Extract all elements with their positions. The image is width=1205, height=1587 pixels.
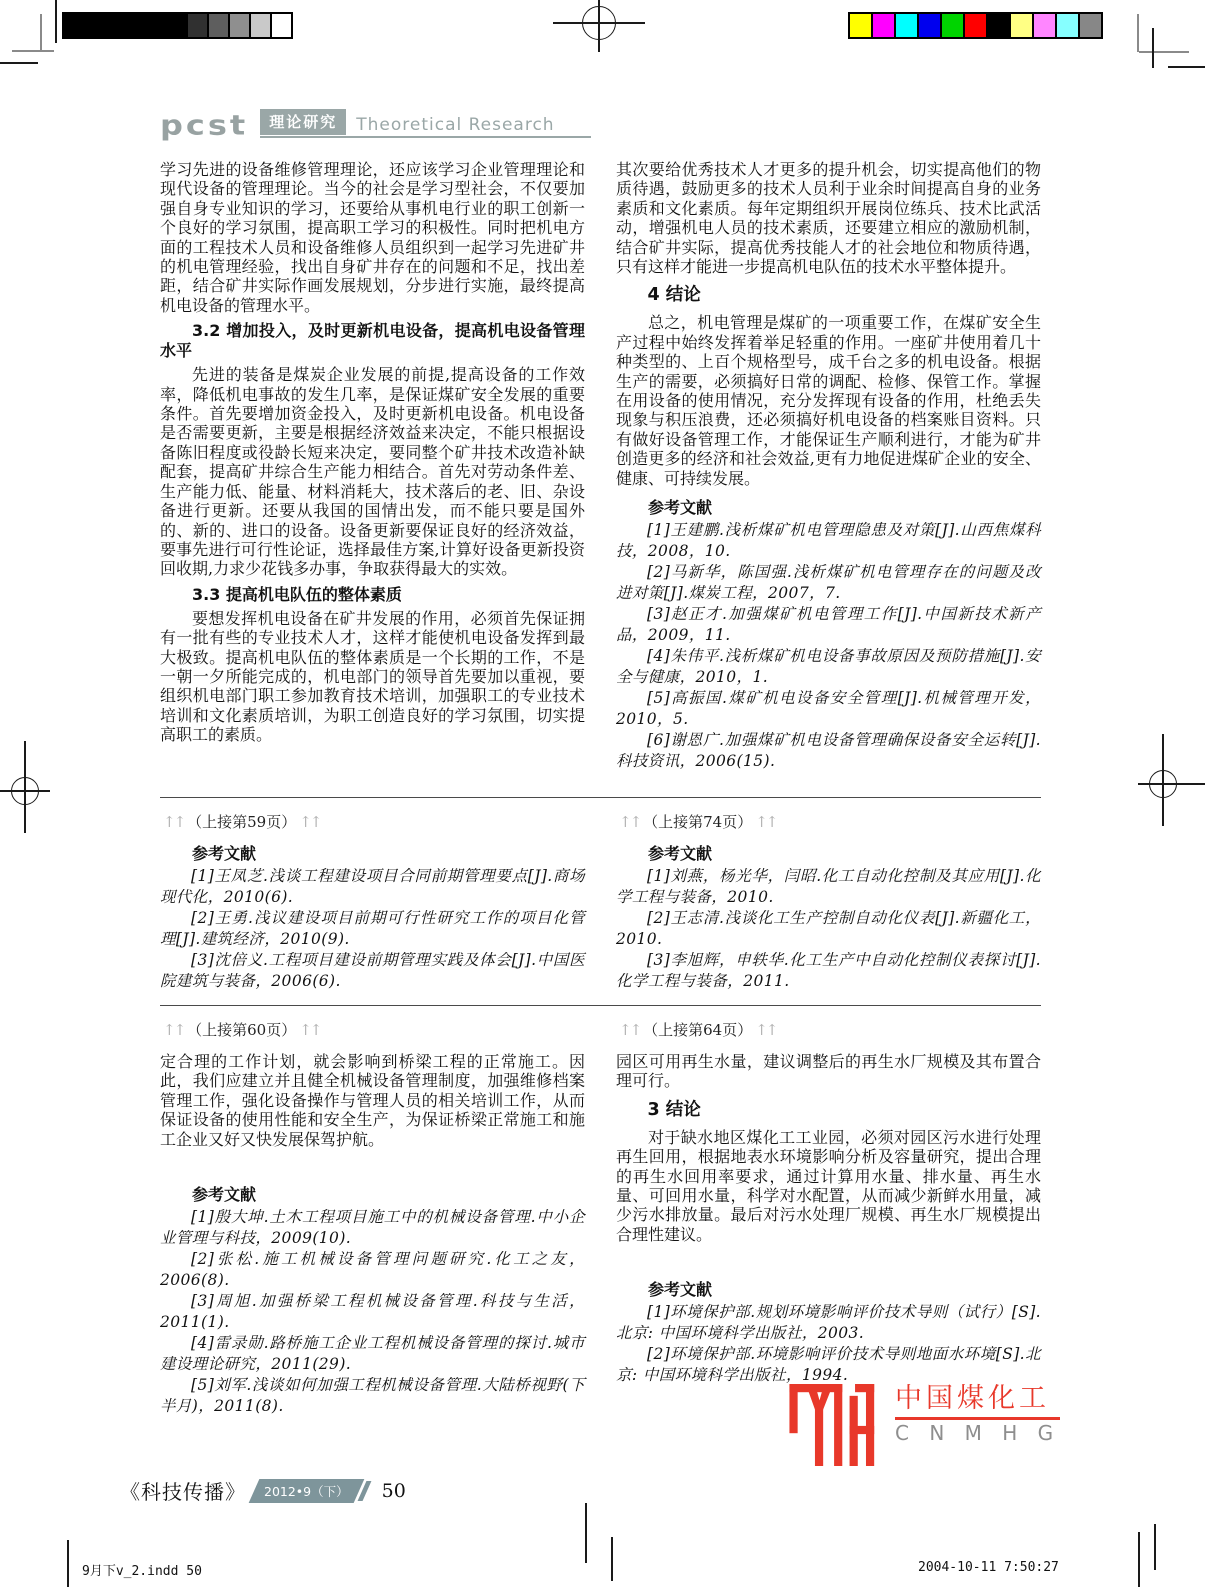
section-divider xyxy=(160,797,1041,798)
continued-from-line xyxy=(160,1020,585,1040)
crop-mark-line xyxy=(1137,14,1139,52)
paragraph: 其次要给优秀技术人才更多的提升机会，切实提高他们的物质待遇，鼓励更多的技术人员利于业余时间提高自身的业务素质和文化素质。每年定期组织开展岗位练兵、技术比武活动，增强机电人员的技术素质，还要建立相应的激励机制，结合矿井实际，提高优秀技能人才的社会地位和物质待遇，只有这样才能进一步提高机电队伍的技术水平整体提升。 xyxy=(616,160,1041,277)
color-swatch xyxy=(988,14,1009,37)
cnmhg-name-cn: 中国煤化工 xyxy=(895,1384,1060,1420)
journal-title: 《科技传播》 xyxy=(120,1480,246,1504)
reference-item: [1]环境保护部.规划环境影响评价技术导则（试行）[S].北京: 中国环境科学出版社，2003. xyxy=(616,1303,1041,1343)
references-title: 参考文献 xyxy=(192,844,257,863)
crop-mark-line xyxy=(12,50,54,52)
color-swatch xyxy=(965,14,986,37)
paragraph: 对于缺水地区煤化工工业园，必须对园区污水进行处理再生回用，根据地表水环境影响分析及容量研究，提出合理的再生水回用率要求，通过计算用水量、排水量、再生水量、可回用水量，科学对水配置，从而减少新鲜水用量，减少污水排放量。最后对污水处理厂规模、再生水厂规模提出合理性建议。 xyxy=(616,1127,1041,1244)
references-title: 参考文献 xyxy=(648,844,713,863)
gray-swatch xyxy=(188,14,207,37)
crop-mark-line xyxy=(1152,28,1154,68)
reference-item: [1]殷大坤.土木工程项目施工中的机械设备管理.中小企业管理与科技，2009(10). xyxy=(160,1208,585,1248)
section-divider xyxy=(160,1005,1041,1006)
cnmhg-logo xyxy=(789,1384,1060,1466)
crop-mark-line xyxy=(1168,66,1205,68)
right-column xyxy=(616,160,1041,772)
crop-mark-line xyxy=(1154,1524,1156,1570)
color-swatch xyxy=(1057,14,1078,37)
color-swatch xyxy=(1011,14,1032,37)
page-number: 50 xyxy=(381,1479,406,1502)
section-label-en: Theoretical Research xyxy=(356,115,555,135)
paragraph: 学习先进的设备维修管理理论，还应该学习企业管理理论和现代设备的管理理论。当今的社会是学习型社会，不仅要加强自身专业知识的学习，还要给从事机电行业的职工创新一个良好的学习氛围，提高职工学习的积极性。同时把机电方面的工程技术人员和设备维修人员组织到一起学习先进矿井的机电管理经验，找出自身矿井存在的问题和不足，找出差距，结合矿井实际作画发展规划，分步进行实施，最终提高机电设备的管理水平。 xyxy=(160,160,585,315)
up-arrows-icon: ↑↑ xyxy=(299,1021,321,1039)
left-column xyxy=(160,160,585,772)
up-arrows-icon: ↑↑ xyxy=(755,813,777,831)
continued-sections-band-1 xyxy=(160,812,1041,992)
main-article xyxy=(160,160,1041,772)
references-title: 参考文献 xyxy=(648,1280,713,1300)
registration-mark-circle xyxy=(11,777,39,805)
continued-section-60 xyxy=(160,1020,585,1417)
color-swatch xyxy=(919,14,940,37)
color-swatch xyxy=(896,14,917,37)
reference-item: [2]环境保护部.环境影响评价技术导则地面水环境[S].北京: 中国环境科学出版社，1994. xyxy=(616,1345,1041,1385)
issue-badge: 2012•9（下） xyxy=(249,1479,364,1503)
references-title: 参考文献 xyxy=(648,498,713,518)
section-label-cn: 理论研究 xyxy=(260,109,346,135)
up-arrows-icon: ↑↑ xyxy=(163,1021,185,1039)
print-timestamp: 2004-10-11 7:50:27 xyxy=(918,1560,1059,1575)
reference-item: [2]王勇.浅议建设项目前期可行性研究工作的项目化管理[J].建筑经济，2010(9). xyxy=(160,909,585,948)
reference-item: [4]朱伟平.浅析煤矿机电设备事故原因及预防措施[J].安全与健康，2010，1. xyxy=(616,647,1041,687)
gray-swatch xyxy=(272,14,291,37)
references-title: 参考文献 xyxy=(192,1185,257,1205)
paragraph: 要想发挥机电设备在矿井发展的作用，必须首先保证拥有一批有些的专业技术人才，这样才能使机电设备发挥到最大极致。提高机电队伍的整体素质是一个长期的工作，不是一朝一夕所能完成的，机电部门的领导首先要加以重视，要组织机电部门职工参加教育技术培训，加强职工的专业技术培训和文化素质培训，为职工创造良好的学习氛围，切实提高职工的素质。 xyxy=(160,608,585,745)
crop-mark-line xyxy=(1138,1532,1140,1587)
continued-from-line xyxy=(616,1020,1041,1040)
color-swatch xyxy=(1080,14,1101,37)
continued-section-59 xyxy=(160,812,585,992)
registration-mark-circle xyxy=(582,6,616,40)
gray-swatch xyxy=(251,14,270,37)
continued-from-line xyxy=(616,812,1041,832)
gray-swatch xyxy=(230,14,249,37)
crop-mark-line xyxy=(1139,51,1189,53)
heading-3-2: 3.2 增加投入，及时更新机电设备，提高机电设备管理水平 xyxy=(160,321,585,361)
color-calibration-bar xyxy=(848,12,1103,39)
up-arrows-icon: ↑↑ xyxy=(755,1021,777,1039)
heading-4-conclusion: 4 结论 xyxy=(647,285,701,306)
paragraph: 总之，机电管理是煤矿的一项重要工作，在煤矿安全生产过程中始终发挥着举足轻重的作用。一座矿井使用着几十种类型的、上百个规格型号，成千台之多的机电设备。根据生产的需要，必须搞好日常的调配、检修、保管工作。掌握在用设备的使用情况，充分发挥现有设备的作用，杜绝丢失现象与积压浪费，还必须搞好机电设备的档案账目资料。只有做好设备管理工作，才能保证生产顺利进行，才能为矿井创造更多的经济和社会效益,更有力地促进煤矿企业的安全、健康、可持续发展。 xyxy=(616,313,1041,488)
continued-section-64 xyxy=(616,1020,1041,1417)
reference-item: [1]王凤芝.浅谈工程建设项目合同前期管理要点[J].商场现代化，2010(6). xyxy=(160,867,585,906)
page-header xyxy=(160,108,591,142)
continued-section-74 xyxy=(616,812,1041,992)
print-filename: 9月下v_2.indd 50 xyxy=(82,1564,202,1579)
up-arrows-icon: ↑↑ xyxy=(619,1021,641,1039)
reference-item: [6]谢恩广.加强煤矿机电设备管理确保设备安全运转[J].科技资讯，2006(15). xyxy=(616,731,1041,771)
color-swatch xyxy=(873,14,894,37)
reference-item: [3]赵正才.加强煤矿机电管理工作[J].中国新技术新产品，2009，11. xyxy=(616,605,1041,645)
cnmhg-logo-text xyxy=(895,1384,1060,1446)
continued-from-text: （上接第64页） xyxy=(643,1021,753,1039)
crop-mark-line xyxy=(611,1537,613,1581)
color-swatch xyxy=(1034,14,1055,37)
crop-mark-line xyxy=(67,1540,69,1587)
heading-3-conclusion: 3 结论 xyxy=(647,1099,701,1120)
up-arrows-icon: ↑↑ xyxy=(299,813,321,831)
reference-item: [2]王志清.浅谈化工生产控制自动化仪表[J].新疆化工，2010. xyxy=(616,909,1041,948)
paragraph: 园区可用再生水量，建议调整后的再生水厂规模及其布置合理可行。 xyxy=(616,1052,1041,1091)
reference-item: [1]王建鹏.浅析煤矿机电管理隐患及对策[J].山西焦煤科技，2008，10. xyxy=(616,521,1041,561)
reference-item: [1]刘燕，杨光华，闫昭.化工自动化控制及其应用[J].化学工程与装备，2010. xyxy=(616,867,1041,906)
continued-from-line xyxy=(160,812,585,832)
gray-swatch xyxy=(209,14,228,37)
paragraph: 先进的装备是煤炭企业发展的前提,提高设备的工作效率，降低机电事故的发生几率，是保证煤矿安全发展的重要条件。首先要增加资金投入，及时更新机电设备。机电设备是否需要更新，主要是根据经济效益来决定，不能只根据设备陈旧程度或役龄长短来决定，要同整个矿井技术改造补缺配套，提高矿井综合生产能力相结合。首先对劳动条件差、生产能力低、能量、材料消耗大，技术落后的老、旧、杂设备进行更新。还要从我国的国情出发，而不能只要是国外的、新的、进口的设备。设备更新要保证良好的经济效益，要事先进行可行性论证，选择最佳方案,计算好设备更新投资回收期,力求少花钱多办事，争取获得最大的实效。 xyxy=(160,365,585,579)
gray-swatch xyxy=(64,14,186,37)
continued-from-text: （上接第59页） xyxy=(187,813,297,831)
crop-mark-line xyxy=(40,14,42,50)
continued-from-text: （上接第60页） xyxy=(187,1021,297,1039)
registration-mark-circle xyxy=(1149,770,1177,798)
grayscale-calibration-bar xyxy=(62,12,293,39)
paragraph: 定合理的工作计划，就会影响到桥梁工程的正常施工。因此，我们应建立并且健全机械设备管理制度，加强维修档案管理工作，强化设备操作与管理人员的相关培训工作，从而保证设备的使用性能和安全生产，为保证桥梁正常施工和施工企业又好又快发展保驾护航。 xyxy=(160,1052,585,1149)
continued-sections-band-2 xyxy=(160,1020,1041,1417)
up-arrows-icon: ↑↑ xyxy=(163,813,185,831)
reference-item: [5]高振国.煤矿机电设备安全管理[J].机械管理开发，2010，5. xyxy=(616,689,1041,729)
heading-3-3: 3.3 提高机电队伍的整体素质 xyxy=(192,584,402,604)
reference-item: [4]雷录勋.路桥施工企业工程机械设备管理的探讨.城市建设理论研究，2011(29). xyxy=(160,1334,585,1374)
crop-mark-line xyxy=(0,62,38,64)
reference-item: [3]沈倍义.工程项目建设前期管理实践及体会[J].中国医院建筑与装备，2006(6). xyxy=(160,951,585,990)
cnmhg-name-en: C N M H G xyxy=(895,1421,1061,1445)
continued-from-text: （上接第74页） xyxy=(643,813,753,831)
crop-mark-line xyxy=(55,0,57,43)
color-swatch xyxy=(850,14,871,37)
reference-item: [2]张松.施工机械设备管理问题研究.化工之友，2006(8). xyxy=(160,1250,585,1290)
pcst-logo: pcst xyxy=(160,109,249,142)
cnmhg-logo-mark xyxy=(789,1384,881,1466)
crop-mark-line xyxy=(585,1503,587,1563)
color-swatch xyxy=(942,14,963,37)
up-arrows-icon: ↑↑ xyxy=(619,813,641,831)
page-footer xyxy=(120,1476,406,1505)
reference-item: [3]周旭.加强桥梁工程机械设备管理.科技与生活，2011(1). xyxy=(160,1292,585,1332)
reference-item: [2]马新华，陈国强.浅析煤矿机电管理存在的问题及改进对策[J].煤炭工程，2007，7. xyxy=(616,563,1041,603)
reference-item: [5]刘军.浅谈如何加强工程机械设备管理.大陆桥视野(下半月)，2011(8). xyxy=(160,1376,585,1416)
section-banner xyxy=(260,109,590,138)
reference-item: [3]李旭辉，申轶华.化工生产中自动化控制仪表探讨[J].化学工程与装备，2011. xyxy=(616,951,1041,990)
